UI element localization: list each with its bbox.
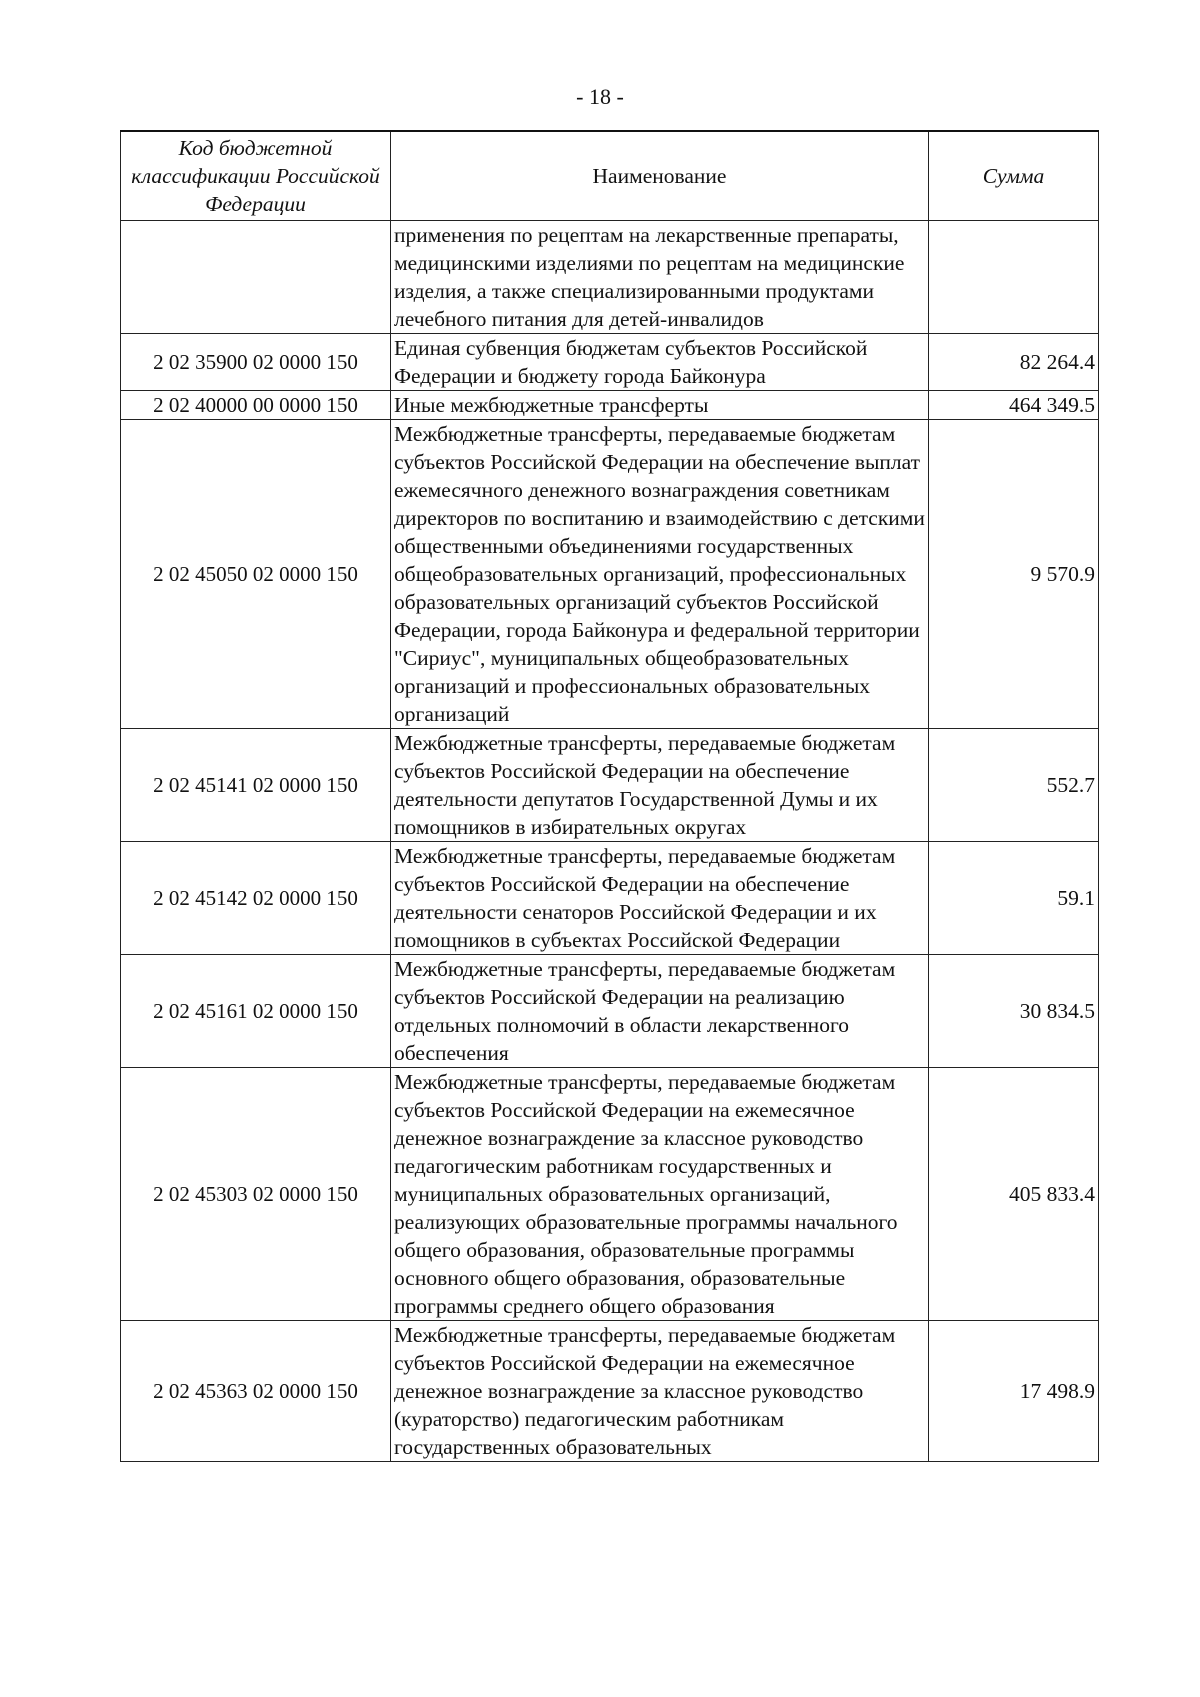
- table-row: [121, 391, 1099, 420]
- row-name: применения по рецептам на лекарственные препараты, медицинскими изделиями по рецептам на медицинские изделия, а также специализированными продуктами лечебного питания для детей-инвалидов: [391, 221, 929, 334]
- row-code: [121, 221, 391, 334]
- header-sum: Сумма: [929, 131, 1099, 221]
- row-name: Межбюджетные трансферты, передаваемые бюджетам субъектов Российской Федерации на ежемесячное денежное вознаграждение за классное руководство (кураторство) педагогическим работникам государственных образовательных: [391, 1321, 929, 1462]
- table-row: [121, 1068, 1099, 1321]
- row-name: Иные межбюджетные трансферты: [391, 391, 929, 420]
- header-code: Код бюджетной классификации Российской Федерации: [121, 131, 391, 221]
- row-sum: 82 264.4: [929, 334, 1099, 391]
- header-name: Наименование: [391, 131, 929, 221]
- row-code: 2 02 45142 02 0000 150: [121, 842, 391, 955]
- page-number: - 18 -: [576, 84, 624, 109]
- budget-classification-table: [120, 130, 1099, 1462]
- row-code: 2 02 40000 00 0000 150: [121, 391, 391, 420]
- row-code: 2 02 45363 02 0000 150: [121, 1321, 391, 1462]
- row-sum: 464 349.5: [929, 391, 1099, 420]
- table-row: [121, 334, 1099, 391]
- row-sum: 405 833.4: [929, 1068, 1099, 1321]
- row-code: 2 02 45303 02 0000 150: [121, 1068, 391, 1321]
- row-name: Межбюджетные трансферты, передаваемые бюджетам субъектов Российской Федерации на ежемесячное денежное вознаграждение за классное руководство педагогическим работникам государственных и муниципальных образовательных организаций, реализующих образовательные программы начального общего образования, образовательные программы основного общего образования, образовательные программы среднего общего образования: [391, 1068, 929, 1321]
- table-row: [121, 955, 1099, 1068]
- row-name: Межбюджетные трансферты, передаваемые бюджетам субъектов Российской Федерации на обеспечение выплат ежемесячного денежного вознаграждения советникам директоров по воспитанию и взаимодействию с детскими общественными объединениями государственных общеобразовательных организаций, профессиональных образовательных организаций субъектов Российской Федерации, города Байконура и федеральной территории "Сириус", муниципальных общеобразовательных организаций и профессиональных образовательных организаций: [391, 420, 929, 729]
- table-row: [121, 420, 1099, 729]
- row-name: Межбюджетные трансферты, передаваемые бюджетам субъектов Российской Федерации на обеспечение деятельности сенаторов Российской Федерации и их помощников в субъектах Российской Федерации: [391, 842, 929, 955]
- table-row: [121, 1321, 1099, 1462]
- table-header-row: [121, 131, 1099, 221]
- row-code: 2 02 45141 02 0000 150: [121, 729, 391, 842]
- table-row: [121, 221, 1099, 334]
- row-code: 2 02 45161 02 0000 150: [121, 955, 391, 1068]
- row-sum: 17 498.9: [929, 1321, 1099, 1462]
- row-code: 2 02 35900 02 0000 150: [121, 334, 391, 391]
- row-name: Единая субвенция бюджетам субъектов Российской Федерации и бюджету города Байконура: [391, 334, 929, 391]
- row-sum: 552.7: [929, 729, 1099, 842]
- table-row: [121, 842, 1099, 955]
- row-name: Межбюджетные трансферты, передаваемые бюджетам субъектов Российской Федерации на обеспечение деятельности депутатов Государственной Думы и их помощников в избирательных округах: [391, 729, 929, 842]
- row-name: Межбюджетные трансферты, передаваемые бюджетам субъектов Российской Федерации на реализацию отдельных полномочий в области лекарственного обеспечения: [391, 955, 929, 1068]
- row-code: 2 02 45050 02 0000 150: [121, 420, 391, 729]
- row-sum: 59.1: [929, 842, 1099, 955]
- table-row: [121, 729, 1099, 842]
- row-sum: [929, 221, 1099, 334]
- row-sum: 9 570.9: [929, 420, 1099, 729]
- row-sum: 30 834.5: [929, 955, 1099, 1068]
